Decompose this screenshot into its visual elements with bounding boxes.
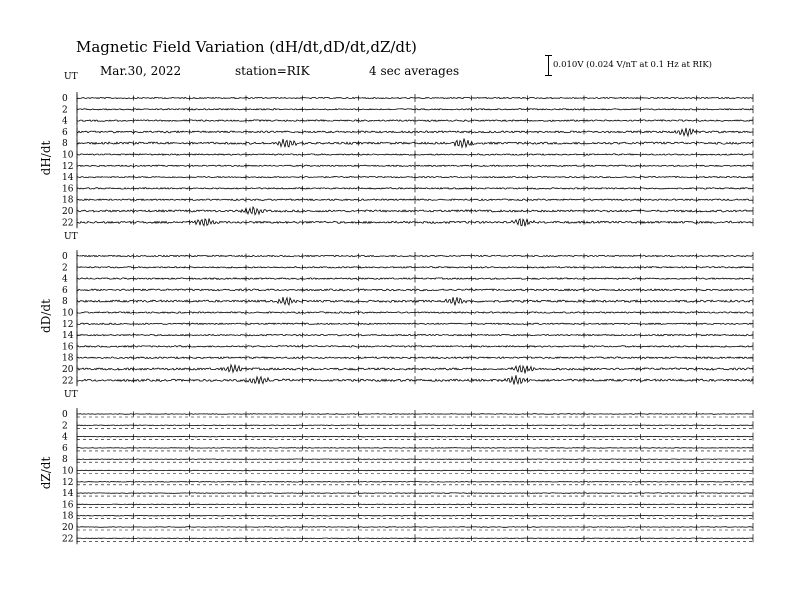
row-label: 10 — [62, 308, 74, 319]
row-label: 6 — [62, 443, 68, 454]
row-label: 8 — [62, 139, 68, 150]
row-label: 0 — [62, 252, 68, 262]
row-label: 0 — [62, 94, 68, 104]
row-label: 18 — [62, 195, 74, 206]
panel-label-2: dZ/dt — [39, 456, 53, 490]
row-label: 0 — [62, 410, 68, 420]
row-label: 2 — [62, 263, 68, 274]
panel-label-0: dH/dt — [39, 140, 53, 176]
row-label: 4 — [62, 432, 68, 443]
row-label: 14 — [62, 173, 74, 184]
row-label: 20 — [62, 207, 74, 217]
row-label: 12 — [62, 319, 74, 330]
row-label: 20 — [62, 523, 74, 533]
row-label: 16 — [62, 342, 74, 353]
panel-label-1: dD/dt — [39, 299, 53, 333]
row-label: 12 — [62, 477, 74, 488]
row-label: 10 — [62, 466, 74, 477]
date-label: Mar.30, 2022 — [100, 64, 182, 78]
row-label: 8 — [62, 455, 68, 466]
scale-label: 0.010V (0.024 V/nT at 0.1 Hz at RIK) — [553, 60, 712, 70]
row-label: 22 — [62, 376, 74, 387]
row-label: 22 — [62, 534, 74, 545]
row-label: 4 — [62, 116, 68, 127]
row-label: 6 — [62, 127, 68, 138]
row-label: 4 — [62, 274, 68, 285]
row-label: 6 — [62, 285, 68, 296]
row-label: 2 — [62, 105, 68, 116]
ut-label: UT — [64, 232, 78, 242]
row-label: 16 — [62, 184, 74, 195]
station-label: station=RIK — [235, 64, 310, 78]
row-label: 8 — [62, 297, 68, 308]
row-label: 16 — [62, 500, 74, 511]
row-label: 18 — [62, 511, 74, 522]
chart-title: Magnetic Field Variation (dH/dt,dD/dt,dZ/dt) — [76, 38, 417, 56]
row-label: 20 — [62, 365, 74, 375]
ut-label: UT — [64, 72, 78, 82]
row-label: 22 — [62, 218, 74, 229]
row-label: 14 — [62, 331, 74, 342]
ut-label: UT — [64, 390, 78, 400]
row-label: 12 — [62, 161, 74, 172]
averaging-label: 4 sec averages — [369, 64, 460, 78]
row-label: 2 — [62, 421, 68, 432]
row-label: 14 — [62, 489, 74, 500]
row-label: 10 — [62, 150, 74, 161]
row-label: 18 — [62, 353, 74, 364]
